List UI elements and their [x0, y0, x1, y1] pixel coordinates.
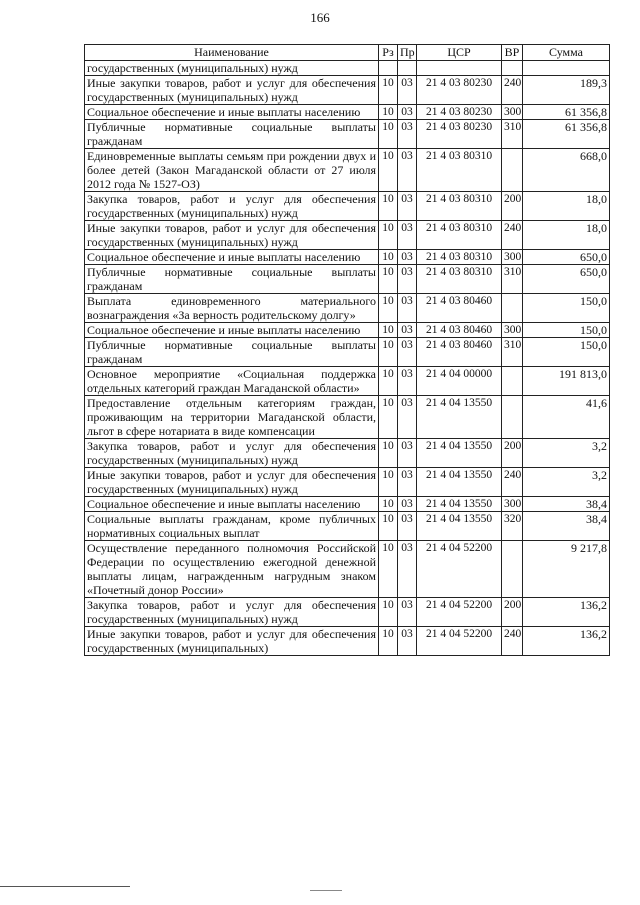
cell-vr: 310 [502, 120, 523, 149]
cell-sum: 136,2 [523, 598, 610, 627]
cell-vr: 310 [502, 265, 523, 294]
cell-name: Публичные нормативные социальные выплаты гражданам [85, 338, 379, 367]
cell-sum: 191 813,0 [523, 367, 610, 396]
cell-vr: 300 [502, 105, 523, 120]
cell-csr: 21 4 03 80230 [417, 105, 502, 120]
cell-rz: 10 [379, 497, 398, 512]
cell-pr [398, 61, 417, 76]
cell-sum: 650,0 [523, 265, 610, 294]
cell-rz [379, 61, 398, 76]
cell-csr: 21 4 03 80310 [417, 149, 502, 192]
table-row [85, 497, 610, 512]
table-row [85, 323, 610, 338]
footer-mark [310, 890, 342, 891]
cell-rz: 10 [379, 338, 398, 367]
cell-sum: 668,0 [523, 149, 610, 192]
cell-rz: 10 [379, 541, 398, 598]
cell-name: Социальное обеспечение и иные выплаты населению [85, 250, 379, 265]
cell-csr: 21 4 04 13550 [417, 512, 502, 541]
cell-pr: 03 [398, 265, 417, 294]
cell-pr: 03 [398, 512, 417, 541]
cell-name: Иные закупки товаров, работ и услуг для обеспечения государственных (муниципальных) [85, 627, 379, 656]
cell-pr: 03 [398, 120, 417, 149]
header-csr: ЦСР [417, 45, 502, 61]
cell-rz: 10 [379, 323, 398, 338]
cell-rz: 10 [379, 627, 398, 656]
cell-vr [502, 367, 523, 396]
cell-pr: 03 [398, 497, 417, 512]
cell-pr: 03 [398, 221, 417, 250]
table-row [85, 512, 610, 541]
cell-vr: 240 [502, 76, 523, 105]
cell-name: Иные закупки товаров, работ и услуг для обеспечения государственных (муниципальных) нужд [85, 76, 379, 105]
table-row [85, 627, 610, 656]
cell-sum: 3,2 [523, 439, 610, 468]
cell-vr: 240 [502, 627, 523, 656]
table-row [85, 76, 610, 105]
cell-pr: 03 [398, 338, 417, 367]
cell-pr: 03 [398, 76, 417, 105]
cell-name: Социальное обеспечение и иные выплаты населению [85, 497, 379, 512]
header-vr: ВР [502, 45, 523, 61]
cell-csr: 21 4 03 80460 [417, 294, 502, 323]
cell-vr: 200 [502, 598, 523, 627]
cell-vr [502, 294, 523, 323]
table-row [85, 541, 610, 598]
cell-csr: 21 4 03 80230 [417, 76, 502, 105]
cell-sum: 3,2 [523, 468, 610, 497]
cell-name: Публичные нормативные социальные выплаты гражданам [85, 120, 379, 149]
cell-vr: 300 [502, 497, 523, 512]
cell-name: Публичные нормативные социальные выплаты гражданам [85, 265, 379, 294]
cell-rz: 10 [379, 192, 398, 221]
cell-pr: 03 [398, 627, 417, 656]
cell-name: Предоставление отдельным категориям граждан, проживающим на территории Магаданской области, льгот в сфере нотариата в виде компенсации [85, 396, 379, 439]
cell-csr: 21 4 04 52200 [417, 541, 502, 598]
cell-name: Закупка товаров, работ и услуг для обеспечения государственных (муниципальных) нужд [85, 439, 379, 468]
cell-pr: 03 [398, 294, 417, 323]
cell-sum: 150,0 [523, 323, 610, 338]
cell-vr: 300 [502, 323, 523, 338]
cell-sum: 18,0 [523, 192, 610, 221]
cell-rz: 10 [379, 149, 398, 192]
cell-name: Единовременные выплаты семьям при рождении двух и более детей (Закон Магаданской области от 27 июля 2012 года № 1527-ОЗ) [85, 149, 379, 192]
cell-csr: 21 4 03 80310 [417, 221, 502, 250]
cell-rz: 10 [379, 468, 398, 497]
cell-sum: 18,0 [523, 221, 610, 250]
cell-csr: 21 4 04 13550 [417, 468, 502, 497]
header-name: Наименование [85, 45, 379, 61]
cell-rz: 10 [379, 105, 398, 120]
cell-sum: 189,3 [523, 76, 610, 105]
header-sum: Сумма [523, 45, 610, 61]
cell-sum: 9 217,8 [523, 541, 610, 598]
cell-sum: 150,0 [523, 294, 610, 323]
cell-sum: 38,4 [523, 497, 610, 512]
cell-name: Иные закупки товаров, работ и услуг для обеспечения государственных (муниципальных) нужд [85, 221, 379, 250]
cell-csr [417, 61, 502, 76]
cell-rz: 10 [379, 221, 398, 250]
table-header-row [85, 45, 610, 61]
cell-vr: 200 [502, 439, 523, 468]
cell-sum: 61 356,8 [523, 120, 610, 149]
cell-name: Иные закупки товаров, работ и услуг для обеспечения государственных (муниципальных) нужд [85, 468, 379, 497]
cell-name: государственных (муниципальных) нужд [85, 61, 379, 76]
cell-rz: 10 [379, 439, 398, 468]
cell-csr: 21 4 03 80310 [417, 265, 502, 294]
cell-pr: 03 [398, 192, 417, 221]
cell-name: Осуществление переданного полномочия Российской Федерации по осуществлению ежегодной денежной выплаты лицам, награжденным нагрудным знаком «Почетный донор России» [85, 541, 379, 598]
cell-csr: 21 4 03 80310 [417, 192, 502, 221]
cell-pr: 03 [398, 105, 417, 120]
cell-sum: 150,0 [523, 338, 610, 367]
cell-pr: 03 [398, 149, 417, 192]
table-row [85, 221, 610, 250]
cell-name: Закупка товаров, работ и услуг для обеспечения государственных (муниципальных) нужд [85, 598, 379, 627]
cell-rz: 10 [379, 120, 398, 149]
table-row [85, 61, 610, 76]
cell-csr: 21 4 04 13550 [417, 497, 502, 512]
cell-csr: 21 4 03 80460 [417, 338, 502, 367]
cell-csr: 21 4 04 13550 [417, 396, 502, 439]
table-row [85, 192, 610, 221]
cell-name: Социальное обеспечение и иные выплаты населению [85, 105, 379, 120]
cell-name: Выплата единовременного материального вознаграждения «За верность родительскому долгу» [85, 294, 379, 323]
header-rz: Рз [379, 45, 398, 61]
cell-sum: 650,0 [523, 250, 610, 265]
table-row [85, 598, 610, 627]
budget-table [84, 44, 610, 656]
cell-rz: 10 [379, 294, 398, 323]
cell-rz: 10 [379, 367, 398, 396]
cell-pr: 03 [398, 541, 417, 598]
table-row [85, 338, 610, 367]
cell-sum [523, 61, 610, 76]
cell-rz: 10 [379, 76, 398, 105]
cell-vr: 310 [502, 338, 523, 367]
table-row [85, 294, 610, 323]
cell-sum: 136,2 [523, 627, 610, 656]
cell-csr: 21 4 03 80310 [417, 250, 502, 265]
cell-vr: 320 [502, 512, 523, 541]
cell-pr: 03 [398, 439, 417, 468]
cell-pr: 03 [398, 250, 417, 265]
cell-pr: 03 [398, 396, 417, 439]
cell-vr [502, 541, 523, 598]
cell-pr: 03 [398, 468, 417, 497]
cell-rz: 10 [379, 598, 398, 627]
cell-vr: 240 [502, 221, 523, 250]
table-row [85, 265, 610, 294]
cell-pr: 03 [398, 367, 417, 396]
cell-rz: 10 [379, 512, 398, 541]
cell-vr: 240 [502, 468, 523, 497]
page-number: 166 [310, 10, 330, 25]
cell-vr: 300 [502, 250, 523, 265]
table-row [85, 105, 610, 120]
cell-rz: 10 [379, 265, 398, 294]
cell-csr: 21 4 04 00000 [417, 367, 502, 396]
table-row [85, 468, 610, 497]
cell-sum: 38,4 [523, 512, 610, 541]
cell-name: Закупка товаров, работ и услуг для обеспечения государственных (муниципальных) нужд [85, 192, 379, 221]
cell-name: Основное мероприятие «Социальная поддержка отдельных категорий граждан Магаданской области» [85, 367, 379, 396]
cell-rz: 10 [379, 250, 398, 265]
table-row [85, 149, 610, 192]
header-pr: Пр [398, 45, 417, 61]
cell-csr: 21 4 04 13550 [417, 439, 502, 468]
cell-name: Социальное обеспечение и иные выплаты населению [85, 323, 379, 338]
table-row [85, 250, 610, 265]
cell-pr: 03 [398, 598, 417, 627]
cell-vr [502, 396, 523, 439]
cell-pr: 03 [398, 323, 417, 338]
table-row [85, 367, 610, 396]
cell-sum: 41,6 [523, 396, 610, 439]
cell-vr [502, 149, 523, 192]
cell-vr: 200 [502, 192, 523, 221]
cell-csr: 21 4 03 80460 [417, 323, 502, 338]
cell-csr: 21 4 04 52200 [417, 627, 502, 656]
table-row [85, 120, 610, 149]
footer-divider [0, 886, 130, 887]
cell-name: Социальные выплаты гражданам, кроме публичных нормативных социальных выплат [85, 512, 379, 541]
cell-csr: 21 4 04 52200 [417, 598, 502, 627]
cell-vr [502, 61, 523, 76]
cell-sum: 61 356,8 [523, 105, 610, 120]
table-row [85, 396, 610, 439]
cell-rz: 10 [379, 396, 398, 439]
table-row [85, 439, 610, 468]
cell-csr: 21 4 03 80230 [417, 120, 502, 149]
